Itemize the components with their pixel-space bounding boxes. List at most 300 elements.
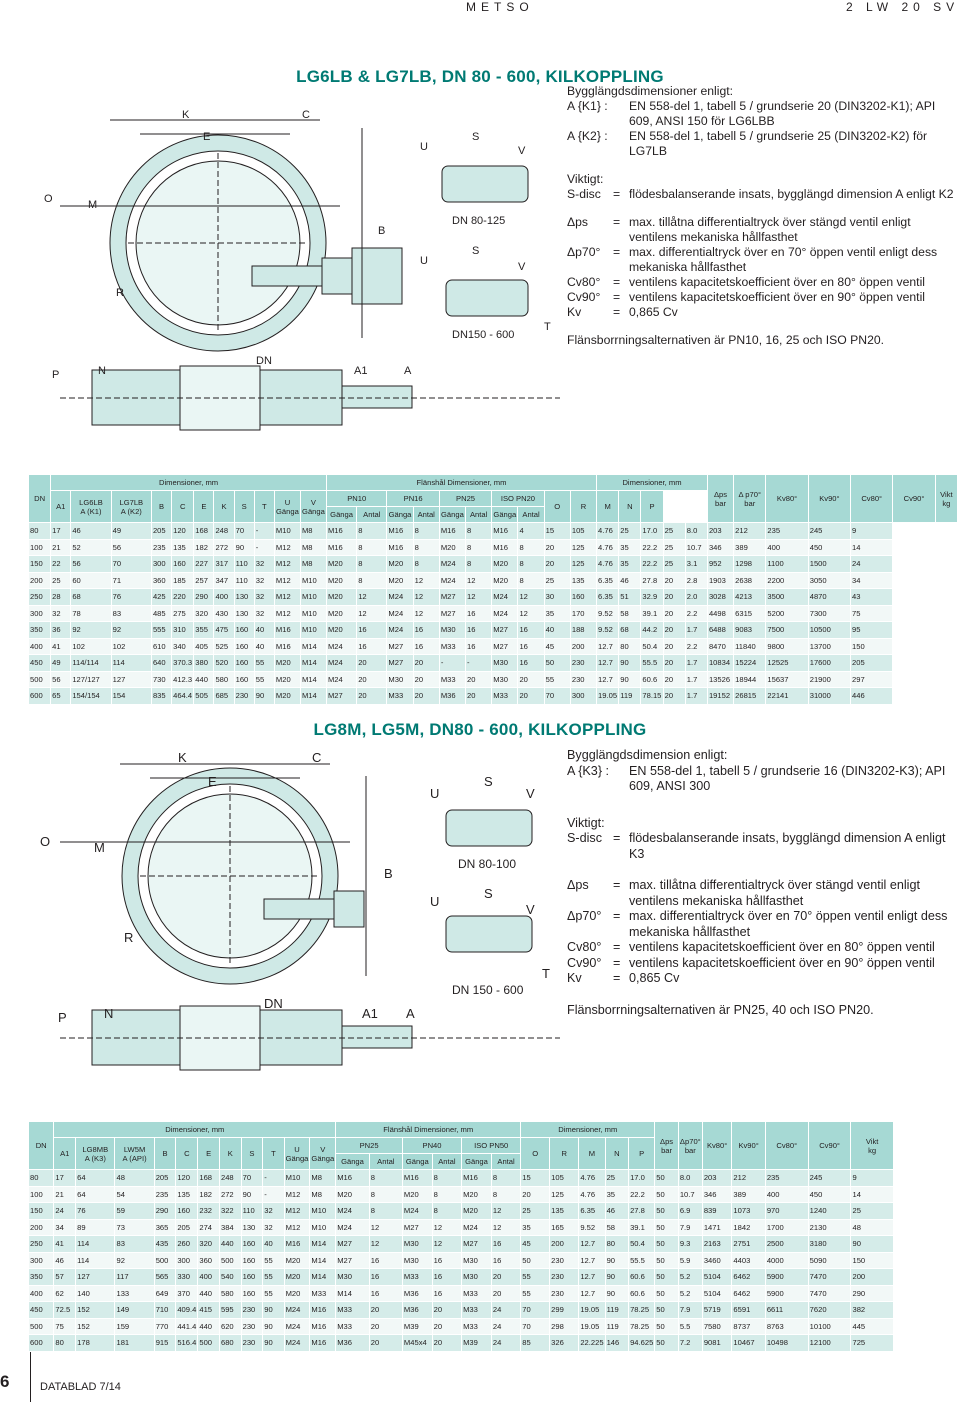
table-row — [29, 1219, 958, 1236]
table-cell: 185 — [172, 572, 194, 589]
table-cell: 2.8 — [685, 572, 707, 589]
table-cell: M27 — [492, 622, 518, 639]
table-cell: 12.7 — [579, 1252, 605, 1269]
dim-label-dn: DN — [264, 996, 283, 1011]
table-cell: 300 — [151, 556, 171, 573]
table-cell: - — [263, 1170, 284, 1187]
table-cell: 248 — [214, 523, 234, 540]
dim-label-dn-small: DN 80-125 — [452, 215, 506, 227]
table-cell: 7470 — [808, 1269, 851, 1286]
th-t: T — [254, 491, 274, 523]
table-cell: M16 — [387, 539, 413, 556]
th-u: U Gänga — [284, 1138, 310, 1170]
th-v: V Gänga — [300, 491, 326, 523]
table-cell: 400 — [765, 1186, 808, 1203]
table-cell: M8 — [300, 523, 326, 540]
table-cell: 8 — [432, 1186, 461, 1203]
table-cell: 49 — [111, 523, 151, 540]
dim-label-v2: V — [526, 902, 535, 917]
table-cell: 170 — [570, 605, 596, 622]
table-cell: 212 — [732, 1170, 765, 1187]
table-cell: 230 — [550, 1269, 579, 1286]
table-cell: 8 — [413, 539, 439, 556]
th-antal: Antal — [432, 1154, 461, 1170]
dim-label-u2: U — [430, 894, 440, 909]
table-cell: 8 — [518, 572, 544, 589]
table-cell: 140 — [76, 1285, 115, 1302]
spec-eq: = — [613, 878, 621, 892]
table-cell: 22 — [51, 556, 71, 573]
spec-key: Cv90° — [567, 290, 601, 304]
table-cell: 146 — [605, 1335, 629, 1352]
table-cell: 34 — [851, 572, 893, 589]
table-cell: 440 — [219, 1236, 241, 1253]
table-cell: M14 — [300, 671, 326, 688]
th-kv80: Kv80° — [766, 475, 808, 523]
table-cell: M12 — [284, 1203, 310, 1220]
table-cell: 120 — [176, 1170, 198, 1187]
dim-label-dn: DN — [256, 355, 272, 367]
table-cell: 16 — [518, 655, 544, 672]
table-cell: 7.9 — [678, 1219, 702, 1236]
table-cell: 117 — [115, 1269, 154, 1286]
th-a1: A1 — [54, 1138, 76, 1170]
table-cell: 272 — [214, 539, 234, 556]
table-cell: 680 — [219, 1335, 241, 1352]
table-cell: 48 — [851, 1219, 893, 1236]
th-dp70: Δ p70° bar — [734, 475, 766, 523]
th-ganga: Gänga — [326, 507, 356, 523]
table-cell: M24 — [326, 671, 356, 688]
table-cell: 12.7 — [579, 1269, 605, 1286]
table-cell: 8470 — [707, 638, 733, 655]
table-cell: 3.1 — [685, 556, 707, 573]
table-cell: 12 — [413, 605, 439, 622]
table-cell: 90 — [241, 1186, 263, 1203]
table-cell: 1500 — [808, 556, 850, 573]
table-cell: 24 — [851, 556, 893, 573]
table-cell: 90 — [851, 1236, 893, 1253]
table-cell: M33 — [492, 688, 518, 705]
table-cell: M27 — [462, 1236, 492, 1253]
table-cell: 500 — [219, 1252, 241, 1269]
table-cell: 2751 — [732, 1236, 765, 1253]
table-cell: 970 — [765, 1203, 808, 1220]
table-cell: 73 — [115, 1219, 154, 1236]
table-cell: 10100 — [808, 1318, 851, 1335]
page-number: 6 — [0, 1372, 10, 1391]
table-cell: 12 — [413, 572, 439, 589]
spec-eq: = — [613, 955, 621, 970]
th-r: R — [550, 1138, 579, 1170]
table-cell: 78.25 — [629, 1302, 655, 1319]
table-cell: 20 — [663, 655, 685, 672]
table-cell: 40 — [544, 622, 570, 639]
table-cell: 5104 — [702, 1269, 732, 1286]
table-cell: 12 — [432, 1219, 461, 1236]
th-vikt: Vikt kg — [935, 475, 957, 523]
table-cell: 12 — [466, 572, 492, 589]
table-cell: 160 — [234, 671, 254, 688]
table-cell: 6611 — [765, 1302, 808, 1319]
spec-key: Δp70° — [567, 909, 602, 923]
table-cell: M20 — [326, 605, 356, 622]
table-cell: M20 — [284, 1252, 310, 1269]
table-cell: M24 — [402, 1203, 432, 1220]
spec-key: A {K2} : — [567, 129, 608, 143]
table-cell: 95 — [851, 622, 893, 639]
table-cell: 347 — [214, 572, 234, 589]
table-cell: 730 — [151, 671, 171, 688]
table-cell: M30 — [402, 1236, 432, 1253]
table-cell: 20 — [518, 688, 544, 705]
table-cell: 525 — [214, 638, 234, 655]
table-cell: M33 — [462, 1285, 492, 1302]
th-s: S — [241, 1138, 263, 1170]
table-cell: 232 — [198, 1203, 220, 1220]
table-cell: 4.76 — [597, 523, 619, 540]
spec-value: flödesbalanserande insats, bygglängd dimension A enligt K3 — [629, 831, 946, 861]
table-cell: 160 — [172, 556, 194, 573]
table-cell: 2500 — [765, 1236, 808, 1253]
table-cell: 105 — [570, 523, 596, 540]
table-cell: 119 — [605, 1318, 629, 1335]
table-cell: 212 — [734, 523, 766, 540]
table-cell: 12 — [369, 1236, 402, 1253]
spec-heading: Bygglängdsdimensioner enligt: — [567, 84, 733, 98]
table-cell: 5104 — [702, 1285, 732, 1302]
table-cell: 7580 — [702, 1318, 732, 1335]
table-cell: 49 — [51, 655, 71, 672]
spec-key: S-disc — [567, 187, 601, 201]
table-cell: 50 — [521, 1252, 550, 1269]
th-o: O — [544, 491, 570, 523]
table-cell: 32 — [254, 605, 274, 622]
table-cell: 915 — [154, 1335, 176, 1352]
brand-name: METSO — [466, 0, 534, 14]
dim-label-v: V — [526, 786, 535, 801]
table-cell: 15637 — [766, 671, 808, 688]
table-cell: 32 — [263, 1203, 284, 1220]
table-cell: 440 — [198, 1285, 220, 1302]
table-cell: 298 — [550, 1318, 579, 1335]
table-cell: 65 — [51, 688, 71, 705]
spec-eq: = — [613, 831, 621, 845]
table-cell: M20 — [492, 572, 518, 589]
table-cell: M14 — [310, 1252, 336, 1269]
table-cell: M30 — [402, 1252, 432, 1269]
table-cell: 600 — [29, 688, 51, 705]
table-cell: 8 — [357, 539, 387, 556]
table-cell: 35 — [521, 1219, 550, 1236]
table-cell: 1073 — [732, 1203, 765, 1220]
table-cell: 160 — [234, 638, 254, 655]
table-cell: M16 — [462, 1170, 492, 1187]
table-cell: 14 — [851, 1186, 893, 1203]
table-cell: 445 — [851, 1318, 893, 1335]
table-cell: 450 — [808, 1186, 851, 1203]
dim-label-u: U — [420, 141, 428, 153]
th-pn40: PN40 — [402, 1138, 461, 1154]
table-cell: 500 — [154, 1252, 176, 1269]
table-cell: M16 — [402, 1170, 432, 1187]
th-kv80: Kv80° — [702, 1122, 732, 1170]
table-cell: 12 — [413, 589, 439, 606]
table-cell: 78.15 — [641, 688, 663, 705]
th-ganga: Gänga — [462, 1154, 492, 1170]
table-cell: - — [263, 1186, 284, 1203]
table-cell: 400 — [766, 539, 808, 556]
table-cell: 3050 — [808, 572, 850, 589]
table-cell: 110 — [241, 1203, 263, 1220]
table-cell: 400 — [29, 638, 51, 655]
table-cell: 230 — [550, 1252, 579, 1269]
table-cell: 17 — [51, 523, 71, 540]
table-cell: 25 — [544, 572, 570, 589]
table-cell: 10498 — [765, 1335, 808, 1352]
table-cell: 105 — [550, 1170, 579, 1187]
table-cell: M10 — [300, 589, 326, 606]
table-cell: 34 — [54, 1219, 76, 1236]
table-cell: M33 — [439, 671, 465, 688]
table-cell: M16 — [326, 539, 356, 556]
table-cell: 555 — [151, 622, 171, 639]
table-cell: 8 — [491, 1186, 520, 1203]
table-cell: M27 — [439, 589, 465, 606]
table-cell: 80 — [29, 523, 51, 540]
spec-key: S-disc — [567, 831, 602, 845]
th-cv80: Cv80° — [765, 1122, 808, 1170]
dim-label-r: R — [124, 930, 134, 945]
dim-label-a1: A1 — [354, 365, 368, 377]
spec-key: Kv — [567, 305, 582, 319]
table-cell: M10 — [300, 605, 326, 622]
th-ganga: Gänga — [336, 1154, 370, 1170]
table-cell: 409.4 — [176, 1302, 198, 1319]
table-cell: - — [254, 523, 274, 540]
table-cell: 55 — [263, 1252, 284, 1269]
spec-key: A {K3} : — [567, 763, 610, 778]
table-cell: M30 — [462, 1252, 492, 1269]
table-cell: 516.4 — [176, 1335, 198, 1352]
table-cell: M20 — [274, 688, 300, 705]
table-cell: M10 — [300, 572, 326, 589]
table-cell: 415 — [198, 1302, 220, 1319]
table-cell: 83 — [111, 605, 151, 622]
th-pn25: PN25 — [336, 1138, 403, 1154]
table-cell: 6462 — [732, 1269, 765, 1286]
table-cell: 55.5 — [641, 655, 663, 672]
table-cell: 32 — [51, 605, 71, 622]
table-cell: M20 — [274, 671, 300, 688]
table-cell: M12 — [274, 556, 300, 573]
table-cell: 370 — [176, 1285, 198, 1302]
dim-label-k: K — [178, 750, 187, 765]
table-cell: 100 — [29, 539, 51, 556]
table-cell: 5.9 — [678, 1252, 702, 1269]
table-cell: 6.9 — [678, 1203, 702, 1220]
table-cell: 80 — [605, 1236, 629, 1253]
th-kv90: Kv90° — [808, 475, 850, 523]
table-cell: 330 — [176, 1269, 198, 1286]
table-cell: 475 — [214, 622, 234, 639]
spec-key: Cv80° — [567, 940, 602, 954]
table-cell: 230 — [234, 688, 254, 705]
table-cell: M20 — [387, 572, 413, 589]
table-cell: 90 — [605, 1269, 629, 1286]
table-cell: 114 — [76, 1236, 115, 1253]
table-cell: 17.0 — [629, 1170, 655, 1187]
table-cell: 5200 — [766, 605, 808, 622]
dim-label-t: T — [544, 321, 551, 333]
table-cell: 125 — [570, 539, 596, 556]
table-cell: 39.1 — [641, 605, 663, 622]
table-cell: 200 — [851, 1269, 893, 1286]
dim-label-r: R — [116, 287, 124, 299]
table-cell: 7500 — [766, 622, 808, 639]
table-cell: M12 — [274, 539, 300, 556]
table-cell: 322 — [219, 1203, 241, 1220]
table-cell: M33 — [310, 1285, 336, 1302]
table-cell: 159 — [115, 1318, 154, 1335]
table-cell: 770 — [154, 1318, 176, 1335]
table-cell: 50 — [655, 1236, 679, 1253]
table-cell: M24 — [387, 605, 413, 622]
table-cell: M12 — [274, 589, 300, 606]
table-cell: 200 — [550, 1236, 579, 1253]
table-cell: 5.2 — [678, 1285, 702, 1302]
table-cell: 235 — [151, 539, 171, 556]
table-cell: 36 — [51, 622, 71, 639]
table-cell: M27 — [492, 638, 518, 655]
table-cell: 181 — [115, 1335, 154, 1352]
table-cell: M24 — [462, 1219, 492, 1236]
table-cell: 326 — [550, 1335, 579, 1352]
table-cell: 160 — [176, 1203, 198, 1220]
table-cell: 160 — [570, 589, 596, 606]
table-cell: 450 — [29, 655, 51, 672]
table-cell: 2.2 — [685, 605, 707, 622]
table-cell: 4.76 — [597, 539, 619, 556]
table-row — [29, 1302, 958, 1319]
th-antal: Antal — [491, 1154, 520, 1170]
table-cell: 230 — [241, 1302, 263, 1319]
table-cell: 8737 — [732, 1318, 765, 1335]
table-cell: M24 — [439, 556, 465, 573]
spec-value: max. differentialtryck över en 70° öppen ventil enligt dess mekaniska hållfasthet — [629, 245, 938, 274]
table-cell: 14 — [851, 539, 893, 556]
table-cell: M20 — [326, 589, 356, 606]
dim-label-m: M — [88, 199, 98, 211]
table-cell: 8 — [432, 1170, 461, 1187]
table-cell: M27 — [402, 1219, 432, 1236]
table-row — [29, 572, 958, 589]
table-cell: 130 — [234, 589, 254, 606]
table-cell: 46 — [71, 523, 111, 540]
table-row — [29, 589, 958, 606]
spec-eq: = — [613, 187, 621, 201]
table-cell: - — [466, 655, 492, 672]
table-cell: 130 — [234, 605, 254, 622]
table-cell: 6.35 — [597, 589, 619, 606]
th-m: M — [597, 491, 619, 523]
table-row — [29, 605, 958, 622]
table-cell: 102 — [111, 638, 151, 655]
dim-label-u: U — [430, 786, 440, 801]
table-cell: 2130 — [808, 1219, 851, 1236]
table-cell: 1700 — [765, 1219, 808, 1236]
table-cell: 41 — [51, 638, 71, 655]
table-cell: 55 — [544, 671, 570, 688]
table-cell: 152 — [76, 1302, 115, 1319]
table-cell: 92 — [115, 1252, 154, 1269]
table-cell: 45 — [521, 1236, 550, 1253]
table-cell: 290 — [154, 1203, 176, 1220]
table-cell: M20 — [439, 539, 465, 556]
table-cell: 400 — [29, 1285, 54, 1302]
table-cell: 168 — [198, 1170, 220, 1187]
valve-drawing-1 — [0, 98, 560, 478]
table-cell: 320 — [194, 605, 214, 622]
table-cell: 24 — [491, 1318, 520, 1335]
table-cell: 55 — [521, 1285, 550, 1302]
table-cell: 15224 — [734, 655, 766, 672]
table-cell: 2.2 — [685, 638, 707, 655]
table-cell: 70 — [234, 523, 254, 540]
table-cell: 4498 — [707, 605, 733, 622]
table-cell: 3500 — [766, 589, 808, 606]
table-cell: M45x4 — [402, 1335, 432, 1352]
table-cell: 640 — [151, 655, 171, 672]
spec-key: Cv90° — [567, 955, 602, 970]
table-cell: 9.52 — [597, 622, 619, 639]
table-cell: 350 — [29, 622, 51, 639]
table-cell: 16 — [518, 622, 544, 639]
table-cell: 150 — [29, 1203, 54, 1220]
table-cell: 12 — [369, 1219, 402, 1236]
table-cell: 6315 — [734, 605, 766, 622]
table-cell: 400 — [214, 589, 234, 606]
table-cell: 18944 — [734, 671, 766, 688]
th-lw5m: LW5M A (API) — [115, 1138, 154, 1170]
table-row — [29, 1318, 958, 1335]
table-cell: 154 — [111, 688, 151, 705]
table-cell: 54 — [115, 1186, 154, 1203]
table-cell: 20 — [357, 671, 387, 688]
table-cell: 505 — [194, 688, 214, 705]
table-cell: 55 — [263, 1269, 284, 1286]
table-cell: M20 — [326, 572, 356, 589]
table-cell: 1.7 — [685, 688, 707, 705]
dim-label-v2: V — [518, 261, 526, 273]
spec-value: flödesbalanserande insats, bygglängd dimension A enligt K2 — [629, 187, 954, 201]
table-cell: 21 — [54, 1186, 76, 1203]
table-cell: 9800 — [766, 638, 808, 655]
table-cell: 56 — [71, 556, 111, 573]
table-cell: 725 — [851, 1335, 893, 1352]
table-cell: 58 — [605, 1219, 629, 1236]
table-cell: 4.76 — [579, 1186, 605, 1203]
table-cell: 11840 — [734, 638, 766, 655]
table-cell: 182 — [198, 1186, 220, 1203]
table-cell: 50 — [655, 1170, 679, 1187]
th-ganga: Gänga — [387, 507, 413, 523]
th-o: O — [521, 1138, 550, 1170]
table-cell: 257 — [194, 572, 214, 589]
table-cell: 205 — [176, 1219, 198, 1236]
table-cell: 46 — [54, 1252, 76, 1269]
th-dn: DN — [29, 1122, 54, 1170]
